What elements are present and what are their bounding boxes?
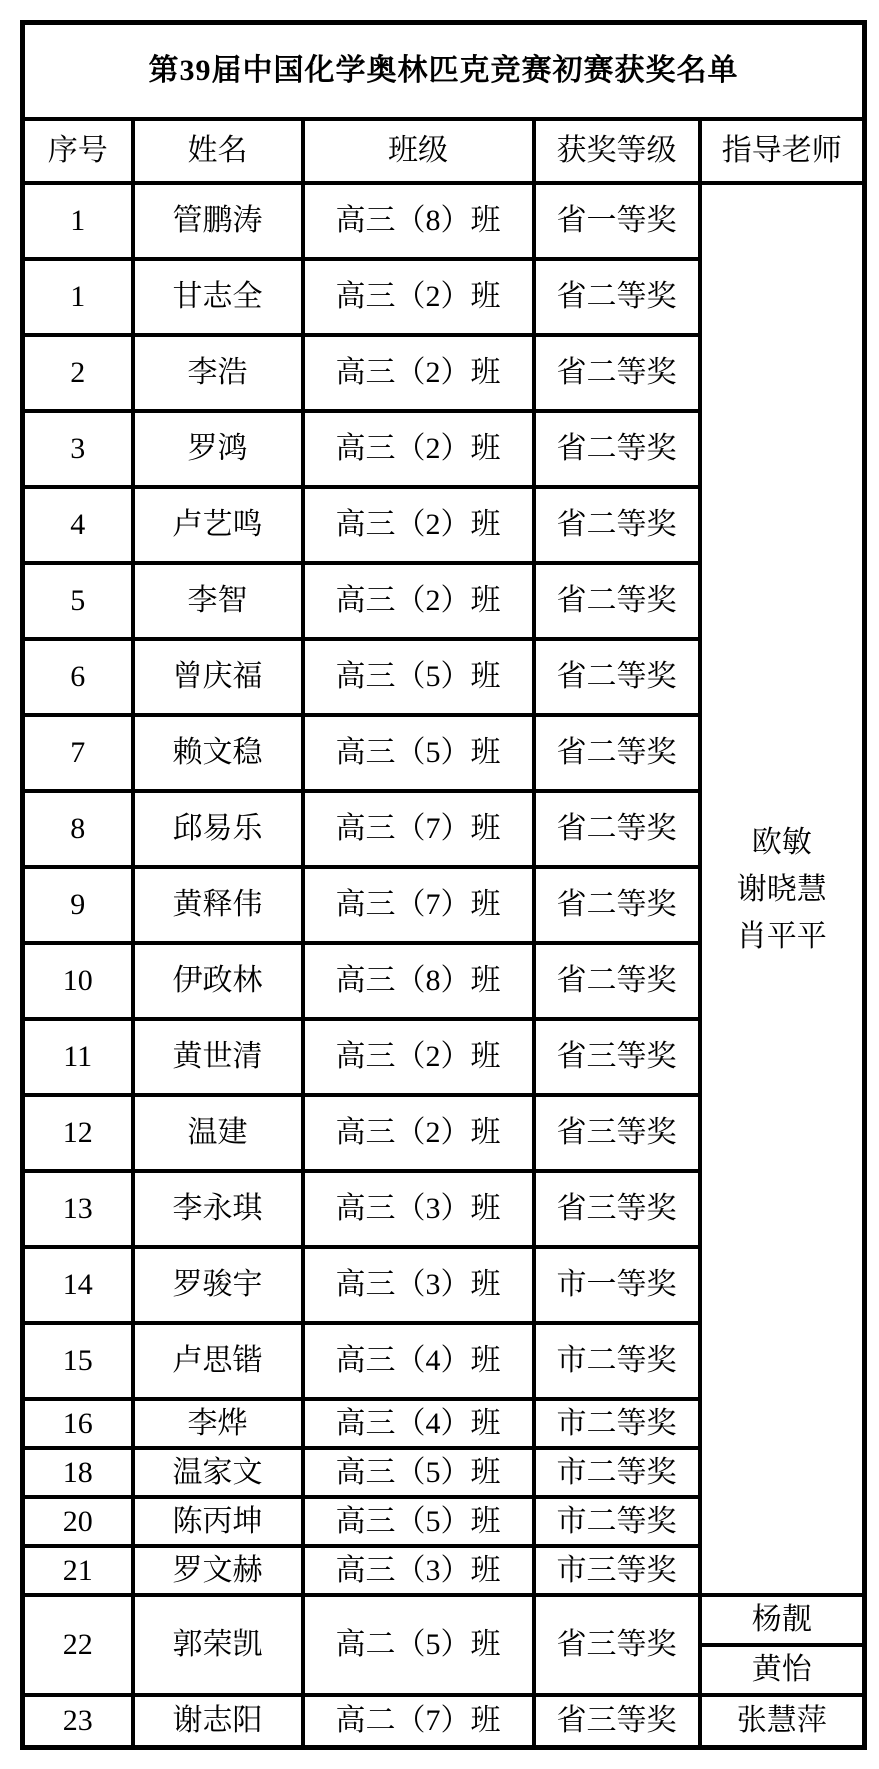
cell-name: 陈丙坤 bbox=[133, 1497, 303, 1546]
cell-class: 高三（4）班 bbox=[303, 1323, 534, 1399]
cell-no: 11 bbox=[23, 1019, 133, 1095]
cell-award: 市二等奖 bbox=[534, 1323, 700, 1399]
cell-award: 省二等奖 bbox=[534, 943, 700, 1019]
cell-name: 李永琪 bbox=[133, 1171, 303, 1247]
header-row bbox=[23, 119, 865, 183]
cell-no: 1 bbox=[23, 183, 133, 259]
cell-award: 市三等奖 bbox=[534, 1546, 700, 1595]
cell-no: 1 bbox=[23, 259, 133, 335]
cell-class: 高三（7）班 bbox=[303, 867, 534, 943]
cell-award: 市二等奖 bbox=[534, 1448, 700, 1497]
cell-class: 高三（2）班 bbox=[303, 411, 534, 487]
cell-no: 5 bbox=[23, 563, 133, 639]
cell-no: 12 bbox=[23, 1095, 133, 1171]
cell-no: 22 bbox=[23, 1595, 133, 1695]
cell-name: 李智 bbox=[133, 563, 303, 639]
cell-name: 曾庆福 bbox=[133, 639, 303, 715]
cell-no: 21 bbox=[23, 1546, 133, 1595]
cell-award: 省二等奖 bbox=[534, 411, 700, 487]
column-header-no: 序号 bbox=[23, 119, 133, 183]
column-header-award: 获奖等级 bbox=[534, 119, 700, 183]
table-row bbox=[23, 183, 865, 259]
cell-name: 卢思锴 bbox=[133, 1323, 303, 1399]
cell-class: 高三（8）班 bbox=[303, 183, 534, 259]
cell-award: 省三等奖 bbox=[534, 1595, 700, 1695]
cell-class: 高三（5）班 bbox=[303, 639, 534, 715]
cell-name: 罗文赫 bbox=[133, 1546, 303, 1595]
cell-name: 李浩 bbox=[133, 335, 303, 411]
page-title: 第39届中国化学奥林匹克竞赛初赛获奖名单 bbox=[23, 23, 865, 120]
cell-no: 8 bbox=[23, 791, 133, 867]
cell-name: 黄释伟 bbox=[133, 867, 303, 943]
cell-no: 9 bbox=[23, 867, 133, 943]
cell-award: 省二等奖 bbox=[534, 259, 700, 335]
table-row bbox=[23, 1595, 865, 1645]
cell-no: 14 bbox=[23, 1247, 133, 1323]
cell-no: 16 bbox=[23, 1399, 133, 1448]
cell-class: 高三（3）班 bbox=[303, 1171, 534, 1247]
cell-class: 高三（5）班 bbox=[303, 1497, 534, 1546]
cell-award: 省二等奖 bbox=[534, 487, 700, 563]
cell-name: 郭荣凯 bbox=[133, 1595, 303, 1695]
cell-class: 高二（7）班 bbox=[303, 1695, 534, 1748]
cell-no: 6 bbox=[23, 639, 133, 715]
cell-no: 7 bbox=[23, 715, 133, 791]
cell-award: 省三等奖 bbox=[534, 1171, 700, 1247]
title-row bbox=[23, 23, 865, 120]
cell-class: 高三（2）班 bbox=[303, 335, 534, 411]
cell-no: 13 bbox=[23, 1171, 133, 1247]
cell-class: 高三（2）班 bbox=[303, 1019, 534, 1095]
cell-class: 高三（3）班 bbox=[303, 1546, 534, 1595]
cell-name: 卢艺鸣 bbox=[133, 487, 303, 563]
cell-award: 省二等奖 bbox=[534, 639, 700, 715]
column-header-class: 班级 bbox=[303, 119, 534, 183]
cell-name: 伊政林 bbox=[133, 943, 303, 1019]
cell-class: 高三（2）班 bbox=[303, 487, 534, 563]
cell-no: 20 bbox=[23, 1497, 133, 1546]
cell-name: 邱易乐 bbox=[133, 791, 303, 867]
teacher-name: 谢晓慧 bbox=[736, 872, 827, 906]
cell-name: 罗骏宇 bbox=[133, 1247, 303, 1323]
cell-class: 高三（2）班 bbox=[303, 1095, 534, 1171]
table-row bbox=[23, 1695, 865, 1748]
cell-award: 省三等奖 bbox=[534, 1095, 700, 1171]
cell-teacher: 张慧萍 bbox=[700, 1695, 865, 1748]
cell-teacher: 杨靓 bbox=[700, 1595, 865, 1645]
cell-no: 4 bbox=[23, 487, 133, 563]
cell-class: 高三（4）班 bbox=[303, 1399, 534, 1448]
cell-name: 黄世清 bbox=[133, 1019, 303, 1095]
cell-name: 管鹏涛 bbox=[133, 183, 303, 259]
cell-award: 市一等奖 bbox=[534, 1247, 700, 1323]
cell-award: 省二等奖 bbox=[534, 715, 700, 791]
cell-award: 省二等奖 bbox=[534, 867, 700, 943]
cell-award: 省三等奖 bbox=[534, 1695, 700, 1748]
cell-no: 23 bbox=[23, 1695, 133, 1748]
teacher-name: 欧敏 bbox=[751, 825, 812, 859]
cell-class: 高三（8）班 bbox=[303, 943, 534, 1019]
cell-award: 省一等奖 bbox=[534, 183, 700, 259]
cell-name: 谢志阳 bbox=[133, 1695, 303, 1748]
cell-name: 李烨 bbox=[133, 1399, 303, 1448]
cell-name: 赖文稳 bbox=[133, 715, 303, 791]
cell-class: 高三（3）班 bbox=[303, 1247, 534, 1323]
award-table bbox=[20, 20, 867, 1750]
cell-award: 省二等奖 bbox=[534, 791, 700, 867]
cell-name: 温家文 bbox=[133, 1448, 303, 1497]
cell-name: 甘志全 bbox=[133, 259, 303, 335]
cell-award: 省二等奖 bbox=[534, 335, 700, 411]
cell-no: 15 bbox=[23, 1323, 133, 1399]
cell-class: 高三（7）班 bbox=[303, 791, 534, 867]
cell-award: 省二等奖 bbox=[534, 563, 700, 639]
cell-teacher: 黄怡 bbox=[700, 1645, 865, 1695]
column-header-name: 姓名 bbox=[133, 119, 303, 183]
cell-class: 高三（5）班 bbox=[303, 1448, 534, 1497]
cell-class: 高三（5）班 bbox=[303, 715, 534, 791]
cell-no: 3 bbox=[23, 411, 133, 487]
cell-name: 温建 bbox=[133, 1095, 303, 1171]
cell-name: 罗鸿 bbox=[133, 411, 303, 487]
cell-class: 高二（5）班 bbox=[303, 1595, 534, 1695]
cell-award: 市二等奖 bbox=[534, 1497, 700, 1546]
cell-award: 省三等奖 bbox=[534, 1019, 700, 1095]
cell-no: 10 bbox=[23, 943, 133, 1019]
cell-no: 2 bbox=[23, 335, 133, 411]
cell-class: 高三（2）班 bbox=[303, 259, 534, 335]
cell-award: 市二等奖 bbox=[534, 1399, 700, 1448]
teacher-merged-cell bbox=[700, 183, 865, 1595]
cell-no: 18 bbox=[23, 1448, 133, 1497]
teacher-name: 肖平平 bbox=[736, 919, 827, 953]
column-header-teacher: 指导老师 bbox=[700, 119, 865, 183]
cell-class: 高三（2）班 bbox=[303, 563, 534, 639]
